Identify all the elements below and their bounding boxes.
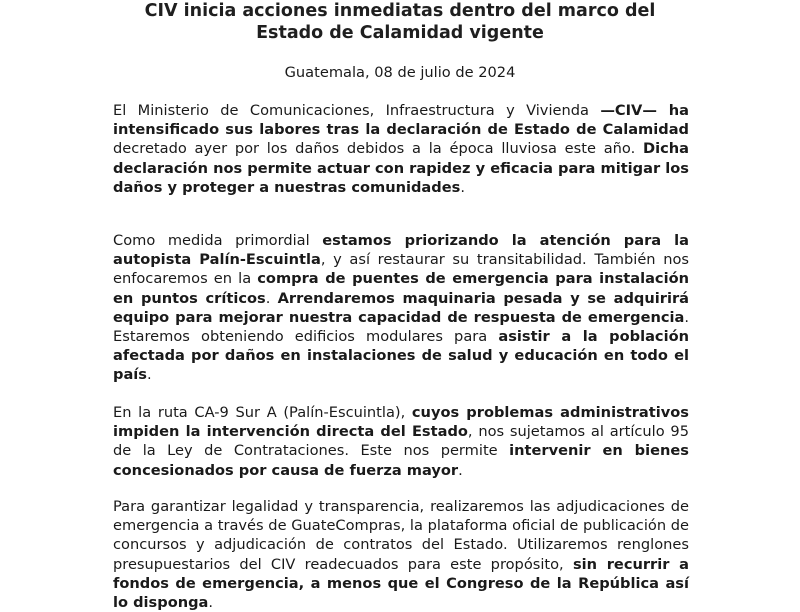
paragraph-1 [113,101,689,197]
paragraph-bold-text: intervenir en bienes concesionados por causa de fuerza mayor [113,442,689,479]
paragraph-text: . Estaremos obteniendo edificios modulares para [113,308,689,346]
paragraph-text: , y así restaurar su transitabilidad. También nos enfocaremos en la [113,251,689,288]
paragraph-text: . [458,461,463,479]
paragraph-2 [113,231,689,385]
paragraph-bold-text: asistir a la población afectada por daños en instalaciones de salud y educación en todo el país [113,328,689,384]
paragraph-3 [113,403,689,480]
paragraph-bold-text: Dicha declaración nos permite actuar con rapidez y eficacia para mitigar los daños y proteger a nuestras comunidades [113,140,689,196]
paragraph-bold-text: sin recurrir a fondos de emergencia, a menos que el Congreso de la República así lo disponga [113,555,689,612]
paragraph-text: . [460,178,465,196]
paragraph-text: Como medida primordial [113,232,323,249]
headline-line-1: CIV inicia acciones inmediatas dentro del marco del [144,1,656,21]
dateline: Guatemala, 08 de julio de 2024 [284,64,516,81]
paragraph-4 [113,497,689,612]
paragraph-text: . [265,289,278,307]
paragraph-text: . [208,594,214,612]
paragraph-text: . [146,366,152,384]
headline-line-2: Estado de Calamidad vigente [256,23,544,43]
paragraph-bold-text: —CIV— ha intensificado sus labores tras la declaración de Estado de Calamidad [113,102,689,139]
paragraph-text: , nos sujetamos al artículo 95 de la Ley de Contrataciones. Este nos permite [113,423,689,460]
paragraph-bold-text: compra de puentes de emergencia para instalación en puntos críticos [113,270,689,307]
paragraph-text: decretado ayer por los daños debidos a la época lluviosa este año. [113,140,643,158]
paragraph-bold-text: Arrendaremos maquinaria pesada y se adquirirá equipo para mejorar nuestra capacidad de respuesta de emergencia [113,289,689,326]
paragraph-bold-text: estamos priorizando la atención para la autopista Palín-Escuintla [113,232,690,269]
paragraph-text: Para garantizar legalidad y transparencia, realizaremos las adjudicaciones de emergencia a través de GuateCompras, la plataforma oficial de publicación de concursos y adjudicación de contratos del Estado. Utilizaremos renglones presupuestarios del CIV readecuados para este propósito, [113,498,689,573]
paragraph-text: En la ruta CA-9 Sur A (Palín-Escuintla), [113,404,412,421]
paragraph-text: El Ministerio de Comunicaciones, Infraestructura y Vivienda [113,102,601,119]
paragraph-bold-text: cuyos problemas administrativos impiden la intervención directa del Estado [113,404,689,441]
